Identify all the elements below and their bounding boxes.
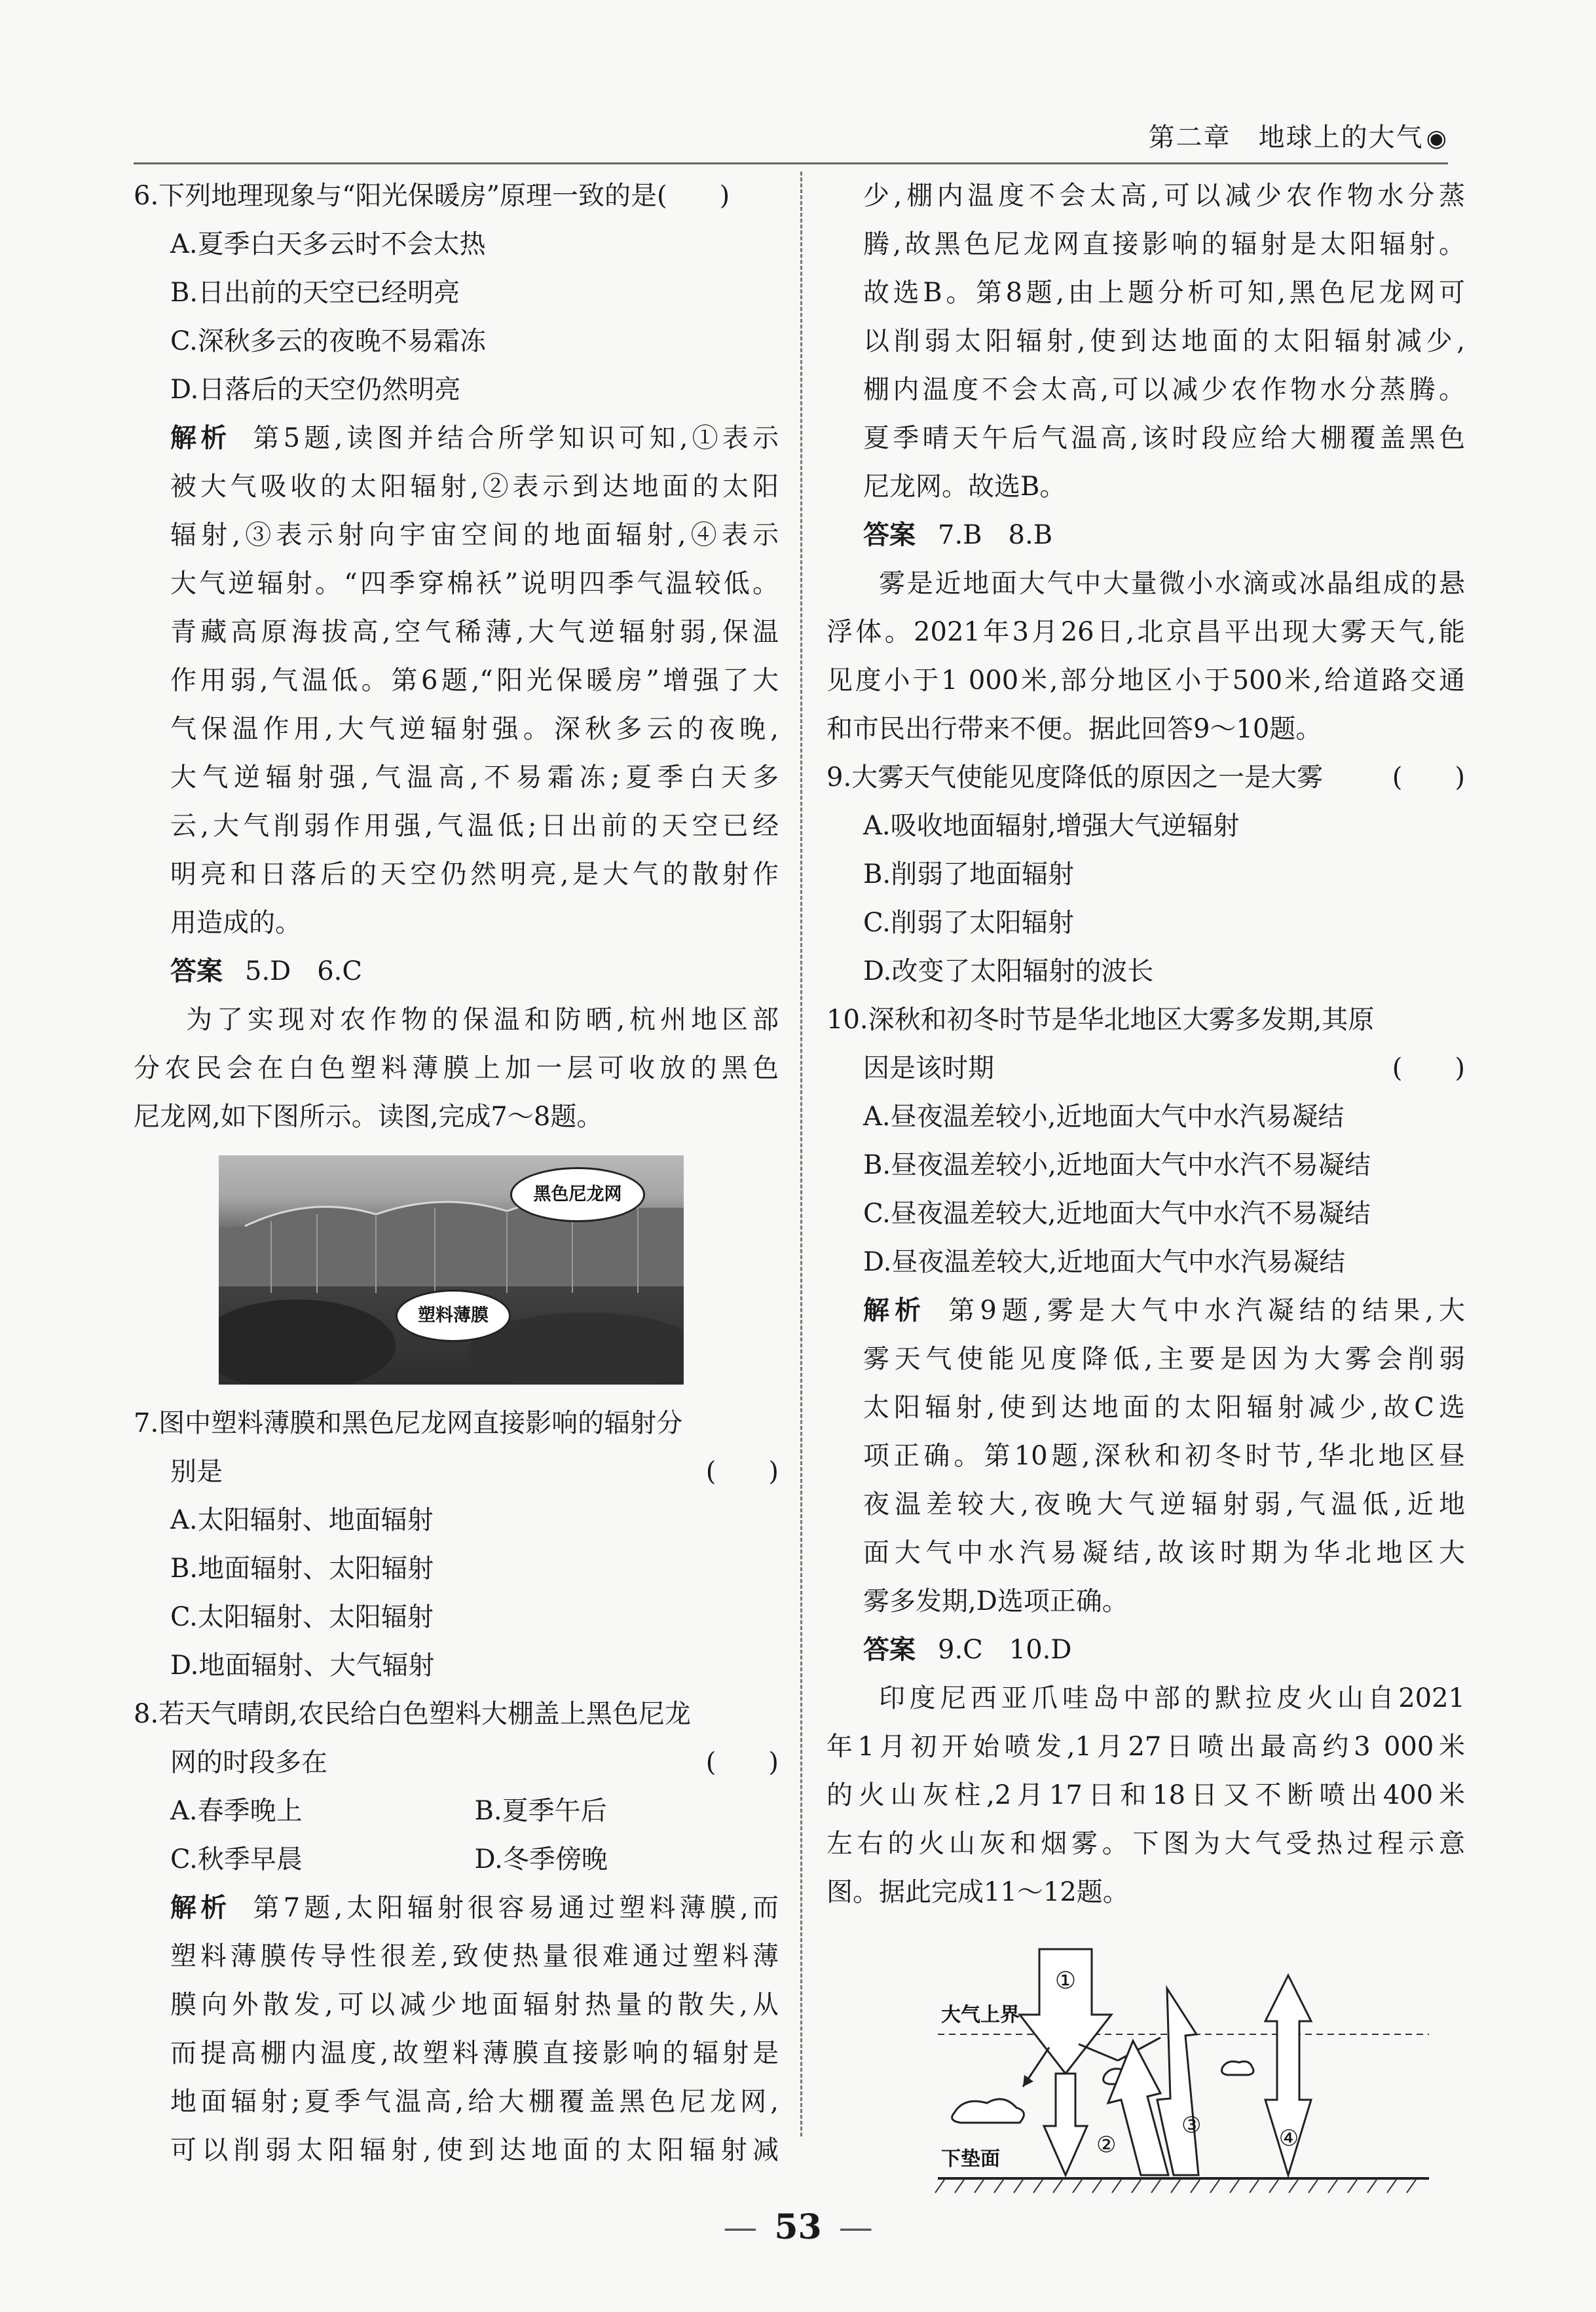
analysis-line: 雾多发期,D选项正确。 <box>863 1586 1128 1616</box>
page-number: — 53 — <box>723 2207 873 2247</box>
analysis-line: 明亮和日落后的天空仍然明亮,是大气的散射作 <box>170 859 779 889</box>
left-column <box>134 172 779 2174</box>
q9-option-b: B.削弱了地面辐射 <box>863 859 1075 889</box>
q9-stem: 9.大雾天气使能见度降低的原因之一是大雾 ( ) <box>826 753 1465 802</box>
analysis-line: 大气逆辐射。“四季穿棉袄”说明四季气温较低。 <box>170 569 779 599</box>
analysis-line: 辐射,③表示射向宇宙空间的地面辐射,④表示 <box>170 520 779 550</box>
answer-value: 7.B 8.B <box>938 520 1053 550</box>
intro-line: 尼龙网,如下图所示。读图,完成7～8题。 <box>134 1102 603 1132</box>
callout-plastic-film: 塑料薄膜 <box>396 1290 511 1342</box>
q8-stem-cont: 网的时段多在 ( ) <box>134 1738 779 1787</box>
q10-stem: 10.深秋和初冬时节是华北地区大雾多发期,其原 <box>826 1005 1375 1035</box>
marker-2: ② <box>1096 2132 1117 2158</box>
answer-label: 答案 <box>170 956 223 986</box>
q10-stem-cont: 因是该时期 ( ) <box>826 1044 1465 1092</box>
q7-option-c: C.太阳辐射、太阳辐射 <box>170 1602 434 1632</box>
intro-line: 左右的火山灰和烟雾。下图为大气受热过程示意 <box>826 1829 1465 1859</box>
q6-option-c: C.深秋多云的夜晚不易霜冻 <box>170 326 486 356</box>
q8-stem: 8.若天气晴朗,农民给白色塑料大棚盖上黑色尼龙 <box>134 1699 691 1729</box>
analysis-line: 少,棚内温度不会太高,可以减少农作物水分蒸 <box>863 181 1465 211</box>
analysis-line: 青藏高原海拔高,空气稀薄,大气逆辐射弱,保温 <box>170 617 779 647</box>
q9-option-c: C.削弱了太阳辐射 <box>863 908 1074 938</box>
q10-option-d: D.昼夜温差较大,近地面大气中水汽易凝结 <box>863 1247 1346 1277</box>
answer-label: 答案 <box>863 520 916 550</box>
analysis-line: 大气逆辐射强,气温高,不易霜冻;夏季白天多 <box>170 762 779 792</box>
callout-nylon-net: 黑色尼龙网 <box>510 1167 645 1222</box>
q7-option-d: D.地面辐射、大气辐射 <box>170 1650 435 1681</box>
q8-blank: ( ) <box>705 1747 779 1778</box>
analysis-line: 夏季晴天午后气温高,该时段应给大棚覆盖黑色 <box>863 423 1465 453</box>
answer-line <box>134 947 779 996</box>
q8-options-row <box>134 1835 779 1884</box>
analysis-line: 腾,故黑色尼龙网直接影响的辐射是太阳辐射。 <box>863 229 1465 259</box>
analysis-line: 作用弱,气温低。第6题,“阳光保暖房”增强了大 <box>170 665 779 696</box>
answer-value: 9.C 10.D <box>938 1635 1072 1665</box>
analysis-line: 面大气中水汽易凝结,故该时期为华北地区大 <box>863 1538 1465 1568</box>
analysis-line: 云,大气削弱作用强,气温低;日出前的天空已经 <box>170 811 779 841</box>
analysis-line: 以削弱太阳辐射,使到达地面的太阳辐射减少, <box>863 326 1465 356</box>
intro-line: 的火山灰柱,2月17日和18日又不断喷出400米 <box>826 1780 1465 1810</box>
intro-line: 和市民出行带来不便。据此回答9～10题。 <box>826 714 1322 744</box>
analysis-line: 棚内温度不会太高,可以减少农作物水分蒸腾。 <box>863 375 1465 405</box>
q7-blank: ( ) <box>705 1457 779 1487</box>
q7-option-a: A.太阳辐射、地面辐射 <box>170 1505 434 1535</box>
answer-label: 答案 <box>863 1635 916 1665</box>
q6-option-a: A.夏季白天多云时不会太热 <box>170 229 486 259</box>
intro-line: 图。据此完成11～12题。 <box>826 1877 1129 1907</box>
q9-blank: ( ) <box>1392 762 1465 792</box>
intro-line: 浮体。2021年3月26日,北京昌平出现大雾天气,能 <box>826 617 1465 647</box>
q8-option-a: A.春季晚上 <box>170 1796 303 1826</box>
analysis-line: 地面辐射;夏季气温高,给大棚覆盖黑色尼龙网, <box>170 2087 779 2117</box>
analysis-line: 气保温作用,大气逆辐射强。深秋多云的夜晚, <box>170 714 779 744</box>
analysis-line: 用造成的。 <box>170 908 301 938</box>
q8-options-row <box>134 1787 779 1835</box>
ground-hatching <box>935 2180 1416 2193</box>
q8-option-d: D.冬季傍晚 <box>474 1844 608 1874</box>
atmosphere-heating-diagram <box>925 1936 1465 2214</box>
analysis-line: 夜温差较大,夜晚大气逆辐射弱,气温低,近地 <box>863 1489 1465 1520</box>
answer-line <box>826 511 1465 559</box>
analysis-line: 解析 第9题,雾是大气中水汽凝结的结果,大 <box>863 1296 1465 1326</box>
intro-line: 见度小于1 000米,部分地区小于500米,给道路交通 <box>826 665 1465 696</box>
q9-option-a: A.吸收地面辐射,增强大气逆辐射 <box>863 811 1240 841</box>
analysis-line: 解析 第5题,读图并结合所学知识可知,①表示 <box>170 423 779 453</box>
q7-option-b: B.地面辐射、太阳辐射 <box>170 1554 434 1584</box>
chapter-number: 第二章 <box>1148 122 1231 153</box>
analysis-line: 尼龙网。故选B。 <box>863 472 1066 502</box>
intro-line: 印度尼西亚爪哇岛中部的默拉皮火山自2021 <box>879 1683 1465 1713</box>
q9-option-d: D.改变了太阳辐射的波长 <box>863 956 1154 986</box>
greenhouse-photo <box>219 1155 684 1385</box>
analysis-line: 故选B。第8题,由上题分析可知,黑色尼龙网可 <box>863 278 1465 308</box>
q10-blank: ( ) <box>1392 1053 1465 1083</box>
q10-option-a: A.昼夜温差较小,近地面大气中水汽易凝结 <box>863 1102 1345 1132</box>
ground-reaching-arrow <box>1044 2074 1087 2175</box>
q10-option-c: C.昼夜温差较大,近地面大气中水汽不易凝结 <box>863 1199 1371 1229</box>
cloud-left <box>952 2099 1024 2123</box>
analysis-line: 而提高棚内温度,故塑料薄膜直接影响的辐射是 <box>170 2038 779 2068</box>
analysis-line: 太阳辐射,使到达地面的太阳辐射减少,故C选 <box>863 1392 1465 1423</box>
escape-radiation-arrow <box>1157 1988 1198 2175</box>
analysis-label: 解析 <box>863 1296 927 1326</box>
answer-line <box>826 1626 1465 1674</box>
q6-stem: 6.下列地理现象与“阳光保暖房”原理一致的是( ) <box>134 181 730 211</box>
analysis-label: 解析 <box>170 423 231 453</box>
q8-option-b: B.夏季午后 <box>474 1796 607 1826</box>
analysis-line: 塑料薄膜传导性很差,致使热量很难通过塑料薄 <box>170 1941 779 1971</box>
chapter-title: 地球上的大气 <box>1258 122 1424 153</box>
q7-stem-cont: 别是 ( ) <box>134 1447 779 1496</box>
analysis-line: 雾天气使能见度降低,主要是因为大雾会削弱 <box>863 1344 1465 1374</box>
q6-option-d: D.日落后的天空仍然明亮 <box>170 375 461 405</box>
analysis-line: 被大气吸收的太阳辐射,②表示到达地面的太阳 <box>170 472 779 502</box>
label-atmosphere-top: 大气上界 <box>941 2004 1020 2026</box>
analysis-line: 膜向外散发,可以减少地面辐射热量的散失,从 <box>170 1990 779 2020</box>
right-column <box>826 172 1465 2214</box>
marker-1: ① <box>1054 1967 1077 1994</box>
q6-option-b: B.日出前的天空已经明亮 <box>170 278 460 308</box>
intro-line: 雾是近地面大气中大量微小水滴或冰晶组成的悬 <box>879 569 1465 599</box>
analysis-label: 解析 <box>170 1893 231 1923</box>
intro-line: 为了实现对农作物的保温和防晒,杭州地区部 <box>186 1005 779 1035</box>
intro-line: 年1月初开始喷发,1月27日喷出最高约3 000米 <box>826 1732 1465 1762</box>
analysis-line: 可以削弱太阳辐射,使到达地面的太阳辐射减 <box>170 2135 779 2165</box>
q10-option-b: B.昼夜温差较小,近地面大气中水汽不易凝结 <box>863 1150 1371 1180</box>
q8-option-c: C.秋季早晨 <box>170 1844 303 1874</box>
running-header <box>1149 117 1448 154</box>
bullet-icon: ◉ <box>1426 125 1448 152</box>
cloud-right <box>1222 2062 1253 2075</box>
answer-value: 5.D 6.C <box>245 956 363 986</box>
analysis-line: 项正确。第10题,深秋和初冬时节,华北地区昼 <box>863 1441 1465 1471</box>
analysis-line: 解析 第7题,太阳辐射很容易通过塑料薄膜,而 <box>170 1893 779 1923</box>
column-divider <box>800 172 802 2136</box>
q7-stem: 7.图中塑料薄膜和黑色尼龙网直接影响的辐射分 <box>134 1408 683 1438</box>
header-rule <box>134 162 1448 164</box>
marker-3: ③ <box>1181 2112 1202 2138</box>
intro-line: 分农民会在白色塑料薄膜上加一层可收放的黑色 <box>134 1053 779 1083</box>
label-ground: 下垫面 <box>941 2148 1000 2171</box>
marker-4: ④ <box>1278 2125 1299 2152</box>
